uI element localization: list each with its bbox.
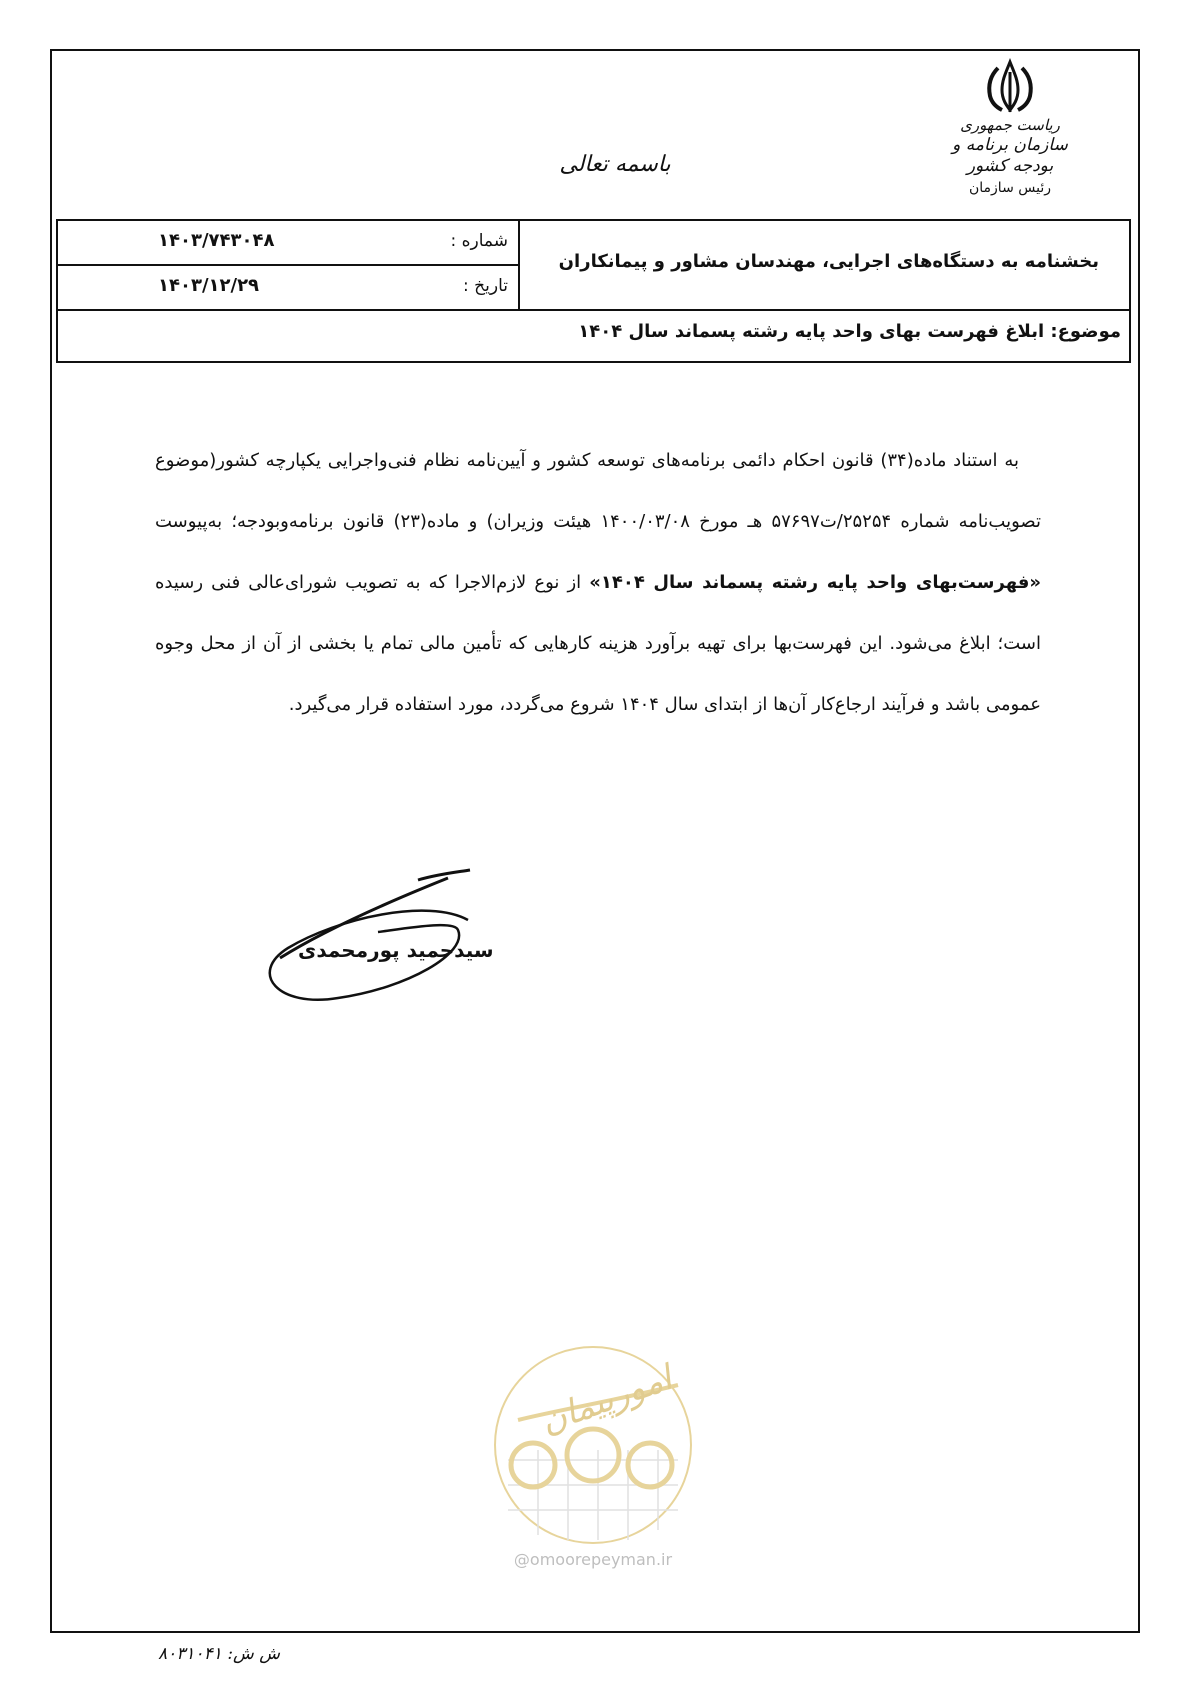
emblem-line-organization: سازمان برنامه و بودجه کشور <box>952 134 1068 176</box>
watermark-logo-text: امورپیمان <box>535 1357 678 1443</box>
watermark-logo <box>478 1340 708 1570</box>
letterhead-emblem <box>950 58 1070 198</box>
invocation-text: باسمه تعالی <box>559 152 671 177</box>
header-row <box>58 221 1129 311</box>
signature-block <box>258 858 518 1018</box>
body-paragraph <box>155 430 1041 735</box>
footer-reference: ش ش: ۸۰۳۱۰۴۱ <box>158 1644 280 1664</box>
body-quoted-title: «فهرست‌بهای واحد پایه رشته پسماند سال ۱۴۰۴» <box>589 572 1041 593</box>
subject-line: موضوع: ابلاغ فهرست بهای واحد پایه رشته پسماند سال ۱۴۰۴ <box>578 321 1121 342</box>
watermark-site: @omoorepeyman.ir <box>513 1550 673 1569</box>
emblem-line-presidency: ریاست جمهوری <box>960 116 1060 134</box>
header-box <box>56 219 1131 363</box>
letter-meta <box>58 221 520 309</box>
body-text-part2: از نوع لازم‌الاجرا که به تصویب شورای‌عالی فنی رسیده است؛ ابلاغ می‌شود. این فهرست‌بها برای تهیه برآورد هزینه کارهایی که تأمین مالی تمام یا بخشی از آن از محل وجوه عمومی باشد و فرآیند ارجاع‌کار آن‌ها از ابتدای سال ۱۴۰۴ شروع می‌گردد، مورد استفاده قرار می‌گیرد. <box>155 572 1041 715</box>
letter-body <box>155 430 1041 735</box>
body-text-part1: به استناد ماده(۳۴) قانون احکام دائمی برنامه‌های توسعه کشور و آیین‌نامه نظام فنی‌واجرایی یکپارچه کشور(موضوع تصویب‌نامه شماره ۲۵۲۵۴/ت۵۷۶۹۷ هـ مورخ ۱۴۰۰/۰۳/۰۸ هیئت وزیران) و ماده(۲۳) قانون برنامه‌وبودجه؛ به‌پیوست <box>155 450 1041 532</box>
number-row <box>58 221 518 266</box>
date-row <box>58 266 518 309</box>
emblem-line-head: رئیس سازمان <box>969 180 1051 197</box>
signer-name: سیدحمید پورمحمدی <box>298 938 494 962</box>
number-value: ۱۴۰۳/۷۴۳۰۴۸ <box>158 230 275 251</box>
number-label: شماره : <box>450 231 508 251</box>
iran-emblem-icon <box>982 58 1038 114</box>
date-value: ۱۴۰۳/۱۲/۲۹ <box>158 275 260 296</box>
omoorepeyman-logo-icon <box>478 1340 708 1550</box>
recipient-line: بخشنامه به دستگاه‌های اجرایی، مهندسان مشاور و پیمانکاران <box>558 251 1099 272</box>
date-label: تاریخ : <box>463 276 508 296</box>
